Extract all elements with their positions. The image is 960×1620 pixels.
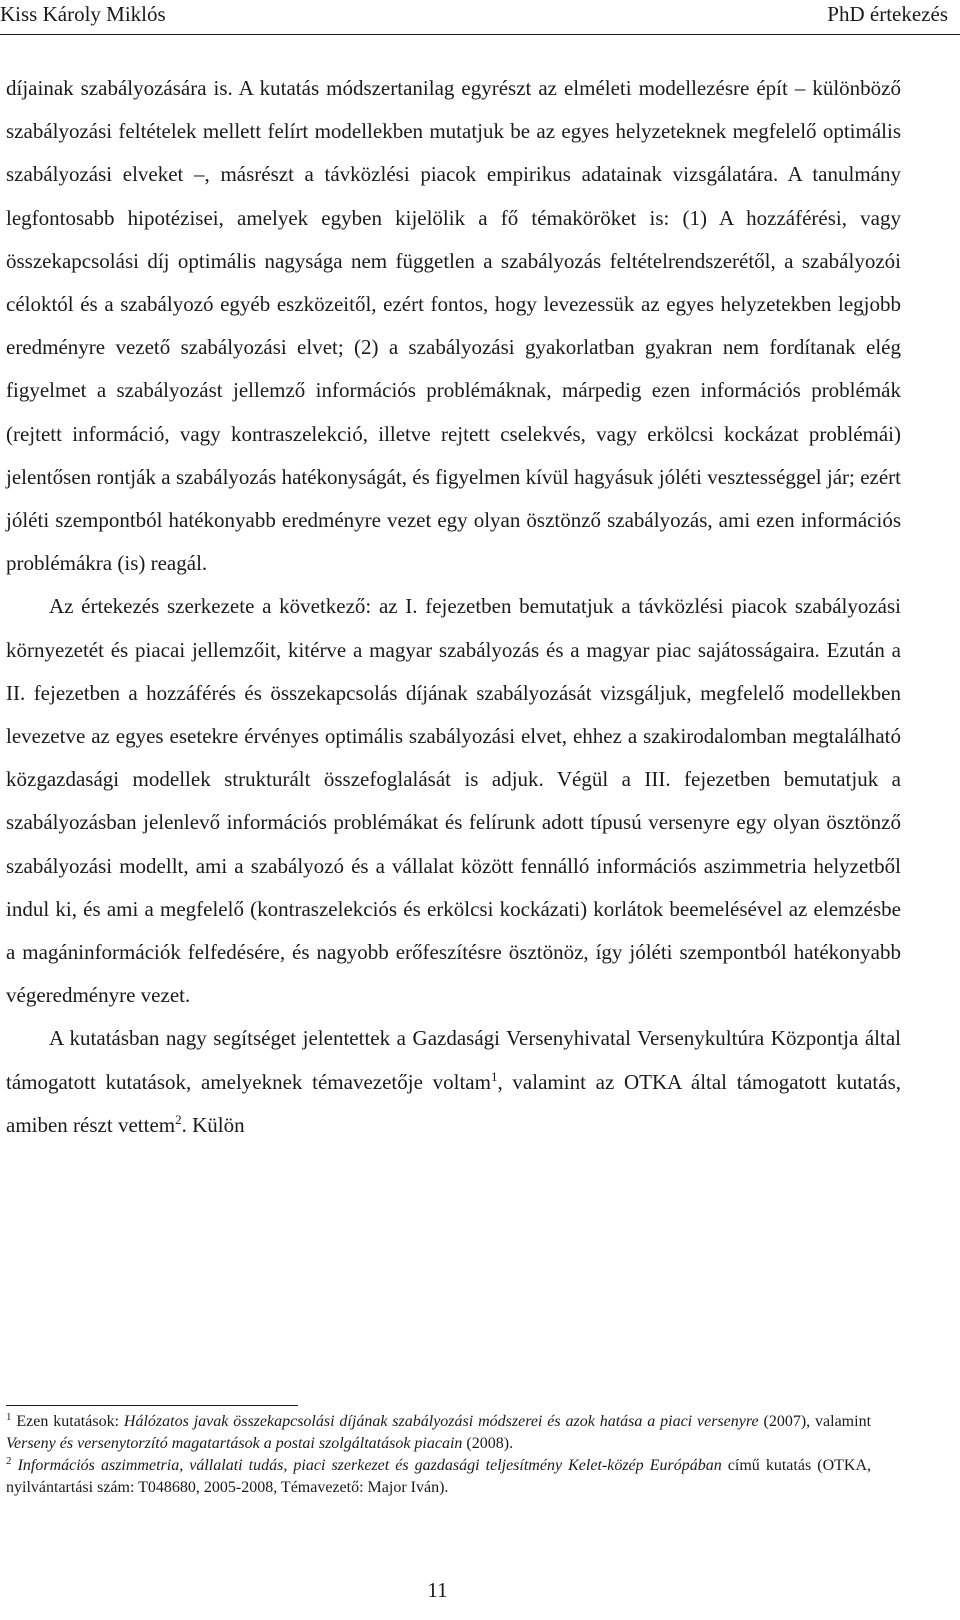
footnote-1-title-2: Verseny és versenytorzító magatartások a postai szolgáltatások piacain <box>6 1435 463 1452</box>
paragraph-3 <box>6 1017 901 1147</box>
footnote-ref-2[interactable]: 2 <box>175 1111 182 1127</box>
header-author: Kiss Károly Miklós <box>0 2 166 26</box>
paragraph-3-text-c: . Külön <box>181 1112 245 1137</box>
footnote-1-text-c: (2008). <box>462 1435 514 1452</box>
paragraph-3-text-a: A kutatásban nagy segítséget jelentettek a Gazdasági Versenyhivatal Versenykultúra Központja által támogatott kutatások, amelyeknek témavezetője voltam <box>6 1026 901 1094</box>
footnote-2-mark: 2 <box>6 1455 12 1467</box>
header-doc-type: PhD értekezés <box>827 2 948 26</box>
page-header <box>0 0 960 35</box>
footnote-2-title: Információs aszimmetria, vállalati tudás, piaci szerkezet és gazdasági teljesítmény Kelet-közép Európában <box>11 1457 722 1474</box>
footnote-1-mark: 1 <box>6 1411 12 1423</box>
footnote-1 <box>6 1411 871 1455</box>
paragraph-2: Az értekezés szerkezete a következő: az I. fejezetben bemutatjuk a távközlési piacok szabályozási környezetét és piacai jellemzőit, kitérve a magyar szabályozás és a magyar piac sajátosságaira. Ezután a II. fejezetben a hozzáférés és összekapcsolás díjának szabályozását vizsgáljuk, megfelelő modellekben levezetve az egyes esetekre érvényes optimális szabályozási elvet, ehhez a szakirodalomban megtalálható közgazdasági modellek strukturált összefoglalását is adjuk. Végül a III. fejezetben bemutatjuk a szabályozásban jelenlevő információs problémákat és felírunk adott típusú versenyre egy olyan ösztönző szabályozási modellt, ami a szabályozó és a vállalat között fennálló információs aszimmetria helyzetből indul ki, és ami a megfelelő (kontraszelekciós és erkölcsi kockázati) korlátok beemelésével az elemzésbe a magáninformációk felfedésére, és nagyobb erőfeszítésre ösztönöz, így jóléti szempontból hatékonyabb végeredményre vezet. <box>6 594 901 1008</box>
footnote-separator <box>6 1405 298 1406</box>
paragraph-1: díjainak szabályozására is. A kutatás módszertanilag egyrészt az elméleti modellezésre épít – különböző szabályozási feltételek mellett felírt modellekben mutatjuk be az egyes helyzeteknek megfelelő optimális szabályozási elveket –, másrészt a távközlési piacok empirikus adatainak vizsgálatára. A tanulmány legfontosabb hipotézisei, amelyek egyben kijelölik a fő témaköröket is: (1) A hozzáférési, vagy összekapcsolási díj optimális nagysága nem független a szabályozás feltételrendszerétől, a szabályozói céloktól és a szabályozó egyéb eszközeitől, ezért fontos, hogy levezessük az egyes helyzetekben legjobb eredményre vezető szabályozási elvet; (2) a szabályozási gyakorlatban gyakran nem fordítanak elég figyelmet a szabályozást jellemző információs problémáknak, márpedig ezen információs problémák (rejtett információ, vagy kontraszelekció, illetve rejtett cselekvés, vagy erkölcsi kockázat problémái) jelentősen rontják a szabályozás hatékonyságát, és figyelmen kívül hagyásuk jóléti vesztességgel jár; ezért jóléti szempontból hatékonyabb eredményre vezet egy olyan ösztönző szabályozás, ami ezen információs problémákra (is) reagál. <box>6 76 901 576</box>
paragraph-3-text-b: , valamint az OTKA által támogatott kutatás, amiben részt vettem <box>6 1069 902 1137</box>
footnote-1-text-b: (2007), valamint <box>758 1413 872 1430</box>
footnote-ref-1[interactable]: 1 <box>490 1068 498 1084</box>
footnote-1-title-1: Hálózatos javak összekapcsolási díjának szabályozási módszerei és azok hatása a piaci versenyre <box>123 1413 759 1430</box>
page-number: 11 <box>427 1578 448 1602</box>
body-text <box>6 67 901 1147</box>
footnotes <box>6 1411 871 1499</box>
footnote-2-text: című kutatás (OTKA, nyilvántartási szám: T048680, 2005-2008, Témavezető: Major Iván). <box>6 1457 872 1496</box>
footnote-2 <box>6 1455 871 1499</box>
footnote-1-text-a: Ezen kutatások: <box>11 1413 124 1430</box>
